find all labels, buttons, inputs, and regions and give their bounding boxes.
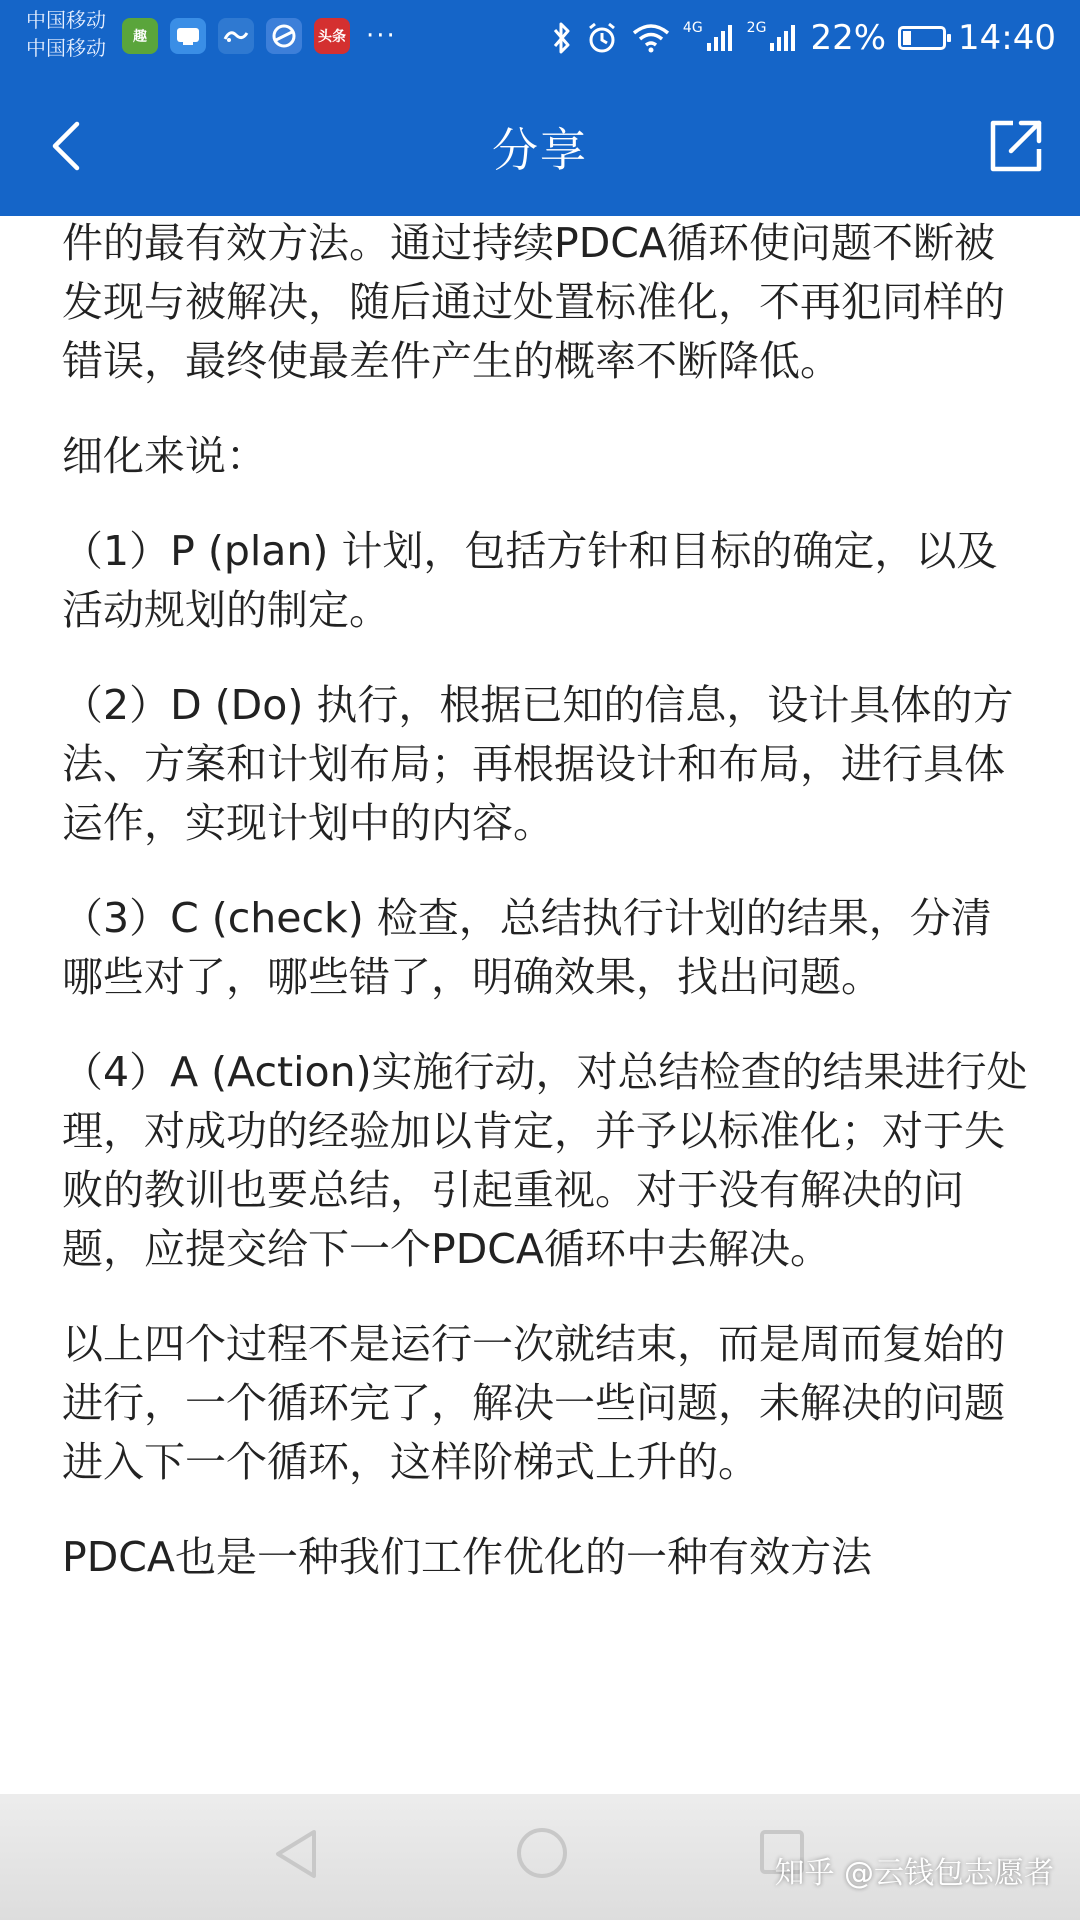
article-paragraph: 细化来说： [62, 432, 267, 480]
article-paragraph: （4）A (Action)实施行动，对总结检查的结果进行处理，对成功的经验加以肯定，并予以标准化；对于失败的教训也要总结，引起重视。对于没有解决的问题，应提交给下一个PDCA循环中去解决。 [62, 1048, 1028, 1273]
page-title: 分享 [492, 123, 588, 177]
system-navigation-bar [0, 1794, 1080, 1920]
signal-2g-icon [746, 20, 799, 53]
toutiao-app-icon: 头条 [314, 18, 350, 54]
share-external-icon [987, 117, 1045, 175]
battery-icon [898, 26, 946, 50]
app-bar [0, 76, 1080, 216]
share-button[interactable] [976, 106, 1056, 186]
clock: 14:40 [958, 18, 1056, 58]
article-paragraph: 以上四个过程不是运行一次就结束，而是周而复始的进行，一个循环完了，解决一些问题，未解决的问题进入下一个循环，这样阶梯式上升的。 [62, 1320, 1005, 1486]
article-paragraph: PDCA也是一种我们工作优化的一种有效方法 [62, 1533, 872, 1581]
status-bar [0, 0, 1080, 76]
browser-app-icon [266, 18, 302, 54]
carrier-info [26, 6, 106, 62]
nav-back-button[interactable] [270, 1826, 322, 1886]
triangle-back-icon [270, 1826, 322, 1882]
article-content [62, 214, 1028, 1623]
article-paragraph: （1）P (plan) 计划，包括方针和目标的确定，以及活动规划的制定。 [62, 527, 998, 634]
carrier-1: 中国移动 [26, 8, 106, 32]
network-type-2: 2G [746, 20, 767, 36]
article-paragraph: 件的最有效方法。通过持续PDCA循环使问题不断被发现与被解决，随后通过处置标准化，不再犯同样的错误，最终使最差件产生的概率不断降低。 [62, 219, 1005, 385]
nav-home-button[interactable] [513, 1824, 571, 1886]
system-status [551, 12, 1056, 64]
bluetooth-icon [551, 21, 573, 55]
battery-percent: 22% [810, 18, 887, 58]
notification-icons [122, 18, 397, 54]
article-paragraph: （2）D (Do) 执行，根据已知的信息，设计具体的方法、方案和计划布局；再根据设计和布局，进行具体运作，实现计划中的内容。 [62, 681, 1014, 847]
message-app-icon [170, 18, 206, 54]
qu-app-icon: 趣 [122, 18, 158, 54]
article-paragraph: （3）C (check) 检查，总结执行计划的结果，分清哪些对了，哪些错了，明确效果，找出问题。 [62, 894, 992, 1001]
alarm-icon [585, 21, 619, 55]
circle-home-icon [513, 1824, 571, 1882]
signal-4g-icon [682, 20, 735, 53]
map-app-icon [218, 18, 254, 54]
battery-level [903, 31, 911, 45]
carrier-2: 中国移动 [26, 36, 106, 60]
network-type-1: 4G [682, 20, 703, 36]
wifi-icon [631, 22, 671, 54]
zhihu-watermark: 知乎 @云钱包志愿者 [774, 1856, 1054, 1891]
more-notifications-icon: ··· [366, 21, 397, 51]
